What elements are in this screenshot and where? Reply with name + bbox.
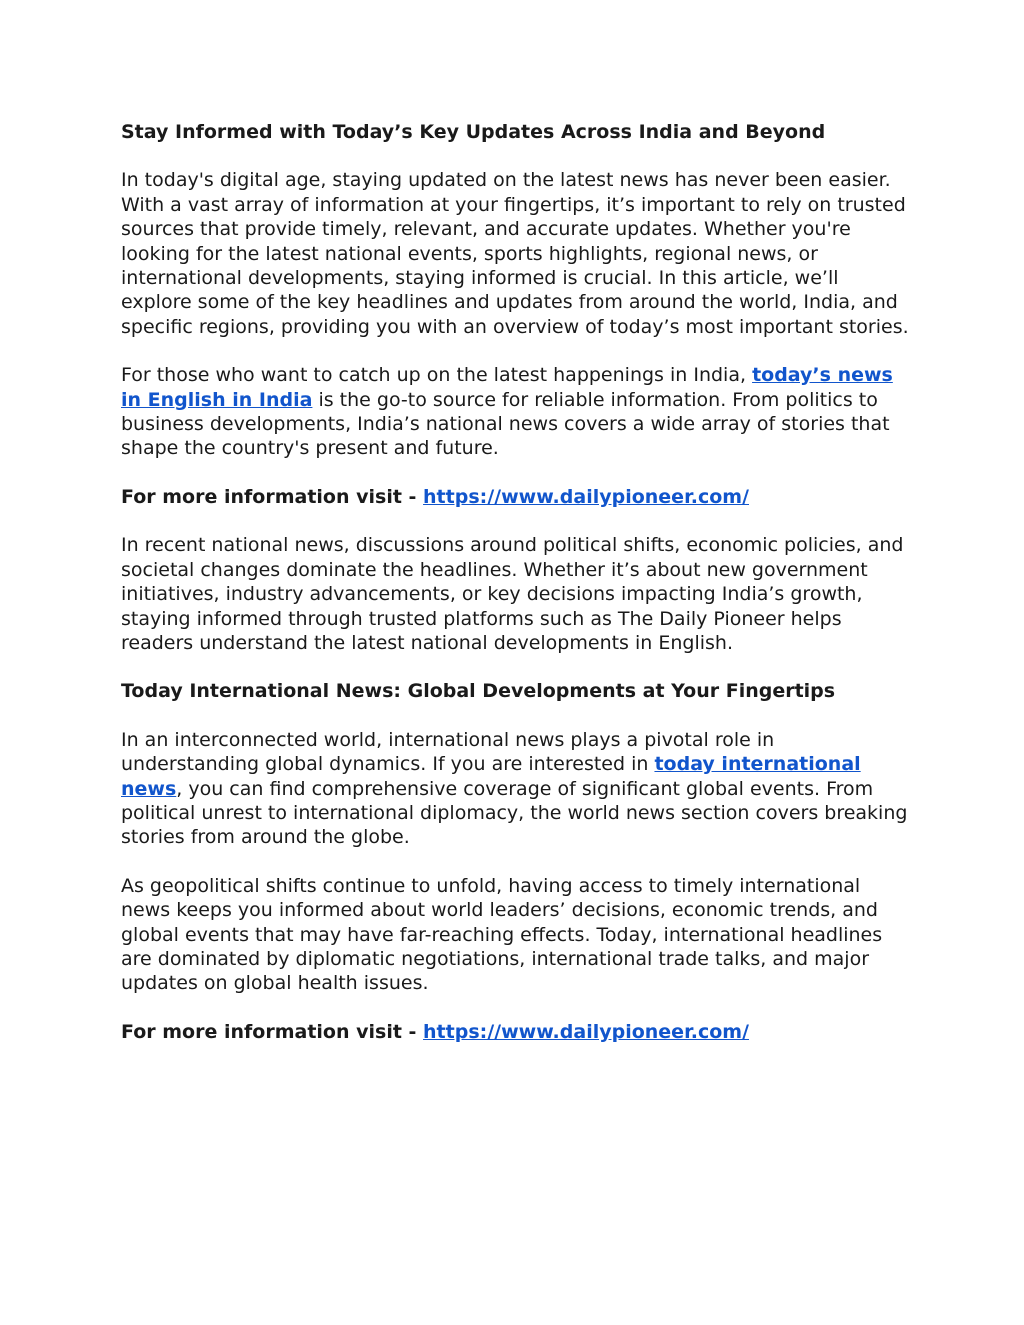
geopolitical-paragraph: As geopolitical shifts continue to unfold, having access to timely international news keeps you informed about world leaders’ decisions, economic trends, and global events that may have far-reaching effects. Today, international headlines are dominated by diplomatic negotiations, international trade talks, and major updates on global health issues. bbox=[121, 874, 883, 995]
national-news-paragraph: In recent national news, discussions around political shifts, economic policies, and societal changes dominate the headlines. Whether it’s about new government initiatives, industry advancements, or key decisions impacting India’s growth, staying informed through trusted platforms such as The Daily Pioneer helps readers understand the latest national developments in English. bbox=[121, 534, 904, 654]
more-info-line bbox=[121, 485, 911, 509]
document-title: Stay Informed with Today’s Key Updates Across India and Beyond bbox=[121, 121, 826, 143]
paragraph-text: In an interconnected world, international news plays a pivotal role in understanding global dynamics. If you are interested in bbox=[121, 728, 775, 776]
more-info-line bbox=[121, 1020, 911, 1044]
paragraph-text: For those who want to catch up on the latest happenings in India, bbox=[121, 364, 753, 387]
dailypioneer-link[interactable]: https://www.dailypioneer.com/ bbox=[423, 1020, 749, 1043]
document-page bbox=[121, 120, 911, 1068]
paragraph-text: is the go-to source for reliable information. From politics to business developments, India’s national news covers a wide array of stories that shape the country's present and future. bbox=[121, 388, 890, 460]
more-info-label: For more information visit - bbox=[121, 1020, 424, 1043]
paragraph-text: , you can find comprehensive coverage of significant global events. From political unrest to international diplomacy, the world news section covers breaking stories from around the globe. bbox=[121, 777, 908, 849]
international-news-paragraph bbox=[121, 728, 911, 850]
india-news-paragraph bbox=[121, 363, 911, 461]
india-news-link[interactable]: today’s news in English in India bbox=[121, 364, 893, 411]
dailypioneer-link[interactable]: https://www.dailypioneer.com/ bbox=[423, 485, 749, 508]
intro-paragraph: In today's digital age, staying updated on the latest news has never been easier. With a vast array of information at your fingertips, it’s important to rely on trusted sources that provide timely, relevant, and accurate updates. Whether you're looking for the latest national events, sports highlights, regional news, or international developments, staying informed is crucial. In this article, we’ll explore some of the key headlines and updates from around the world, India, and specific regions, providing you with an overview of today’s most important stories. bbox=[121, 169, 909, 338]
more-info-label: For more information visit - bbox=[121, 485, 424, 508]
international-news-link[interactable]: today international news bbox=[121, 753, 861, 800]
international-subheading: Today International News: Global Developments at Your Fingertips bbox=[121, 680, 836, 703]
